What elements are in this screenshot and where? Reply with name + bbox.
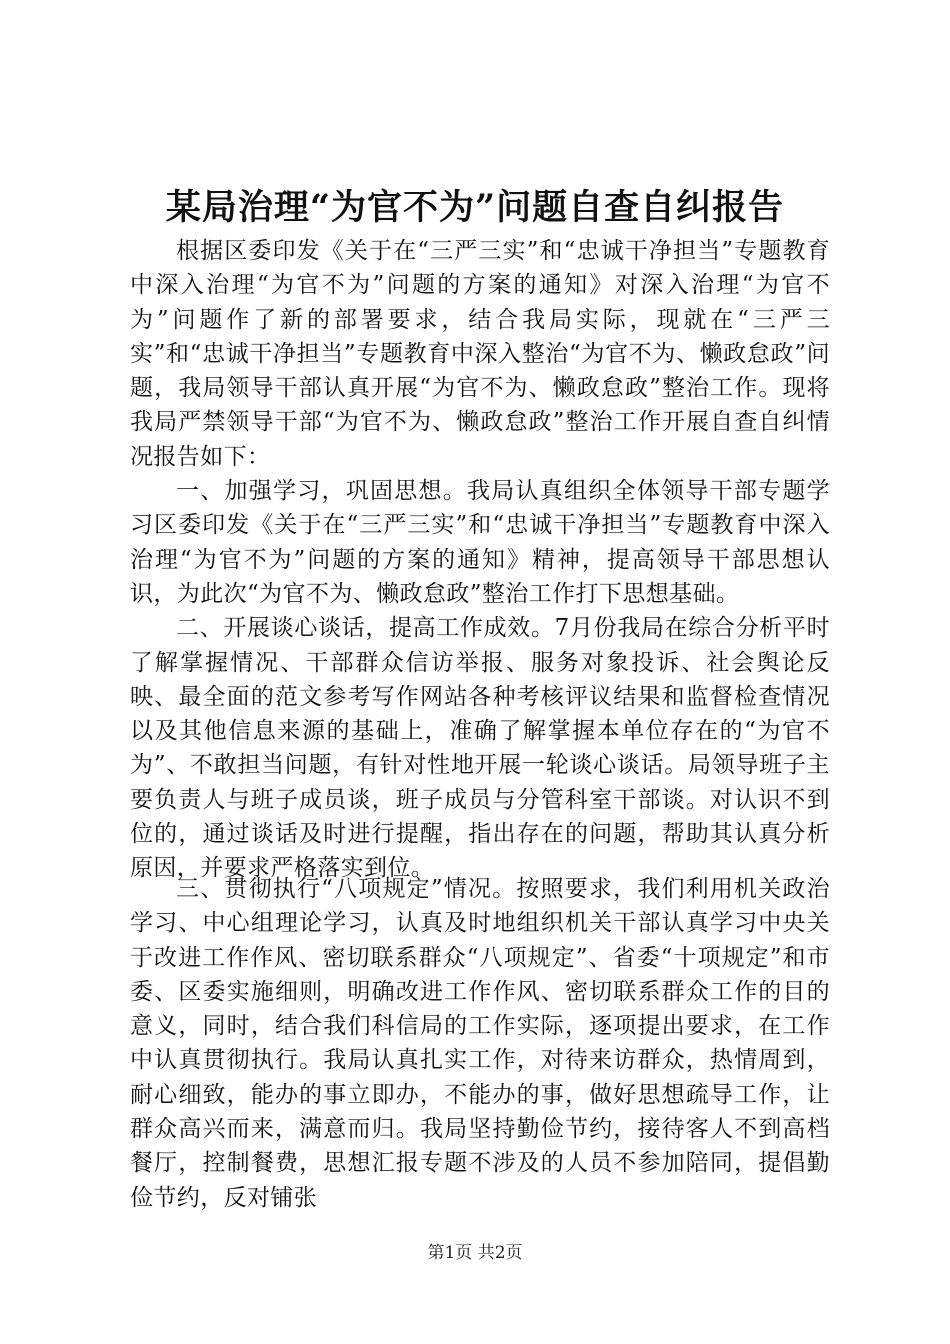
section-3-paragraph: 三、贯彻执行“八项规定”情况。按照要求，我们利用机关政治学习、中心组理论学习，认真及时地组织机关干部认真学习中央关于改进工作作风、密切联系群众“八项规定”、省委“十项规定”和市委、区委实施细则，明确改进工作作风、密切联系群众工作的目的意义，同时，结合我们科信局的工作实际，逐项提出要求，在工作中认真贯彻执行。我局认真扎实工作，对待来访群众，热情周到，耐心细致，能办的事立即办，不能办的事，做好思想疏导工作，让群众高兴而来，满意而归。我局坚持勤俭节约，接待客人不到高档餐厅，控制餐费，思想汇报专题不涉及的人员不参加陪同，提倡勤俭节约，反对铺张 [130,876,830,1211]
section-1-paragraph: 一、加强学习，巩固思想。我局认真组织全体领导干部专题学习区委印发《关于在“三严三实”和“忠诚干净担当”专题教育中深入治理“为官不为”问题的方案的通知》精神，提高领导干部思想认识，为此次“为官不为、懒政怠政”整治工作打下思想基础。 [130,478,830,607]
document-body-lower [130,872,830,1215]
document-title: 某局治理“为官不为”问题自查自纠报告 [165,187,785,228]
page-number-footer: 第1页 共2页 [427,1243,523,1263]
section-2-paragraph: 二、开展谈心谈话，提高工作成效。7月份我局在综合分析平时了解掌握情况、干部群众信访举报、服务对象投诉、社会舆论反映、最全面的范文参考写作网站各种考核评议结果和监督检查情况以及其他信息来源的基础上，准确了解掌握本单位存在的“为官不为”、不敢担当问题，有针对性地开展一轮谈心谈话。局领导班子主要负责人与班子成员谈，班子成员与分管科室干部谈。对认识不到位的，通过谈话及时进行提醒，指出存在的问题，帮助其认真分析原因，并要求严格落实到位。 [130,615,830,882]
document-body-upper [130,234,830,886]
intro-paragraph: 根据区委印发《关于在“三严三实”和“忠诚干净担当”专题教育中深入治理“为官不为”问题的方案的通知》对深入治理“为官不为”问题作了新的部署要求，结合我局实际，现就在“三严三实”和“忠诚干净担当”专题教育中深入整治“为官不为、懒政怠政”问题，我局领导干部认真开展“为官不为、懒政怠政”整治工作。现将我局严禁领导干部“为官不为、懒政怠政”整治工作开展自查自纠情况报告如下： [130,238,830,470]
